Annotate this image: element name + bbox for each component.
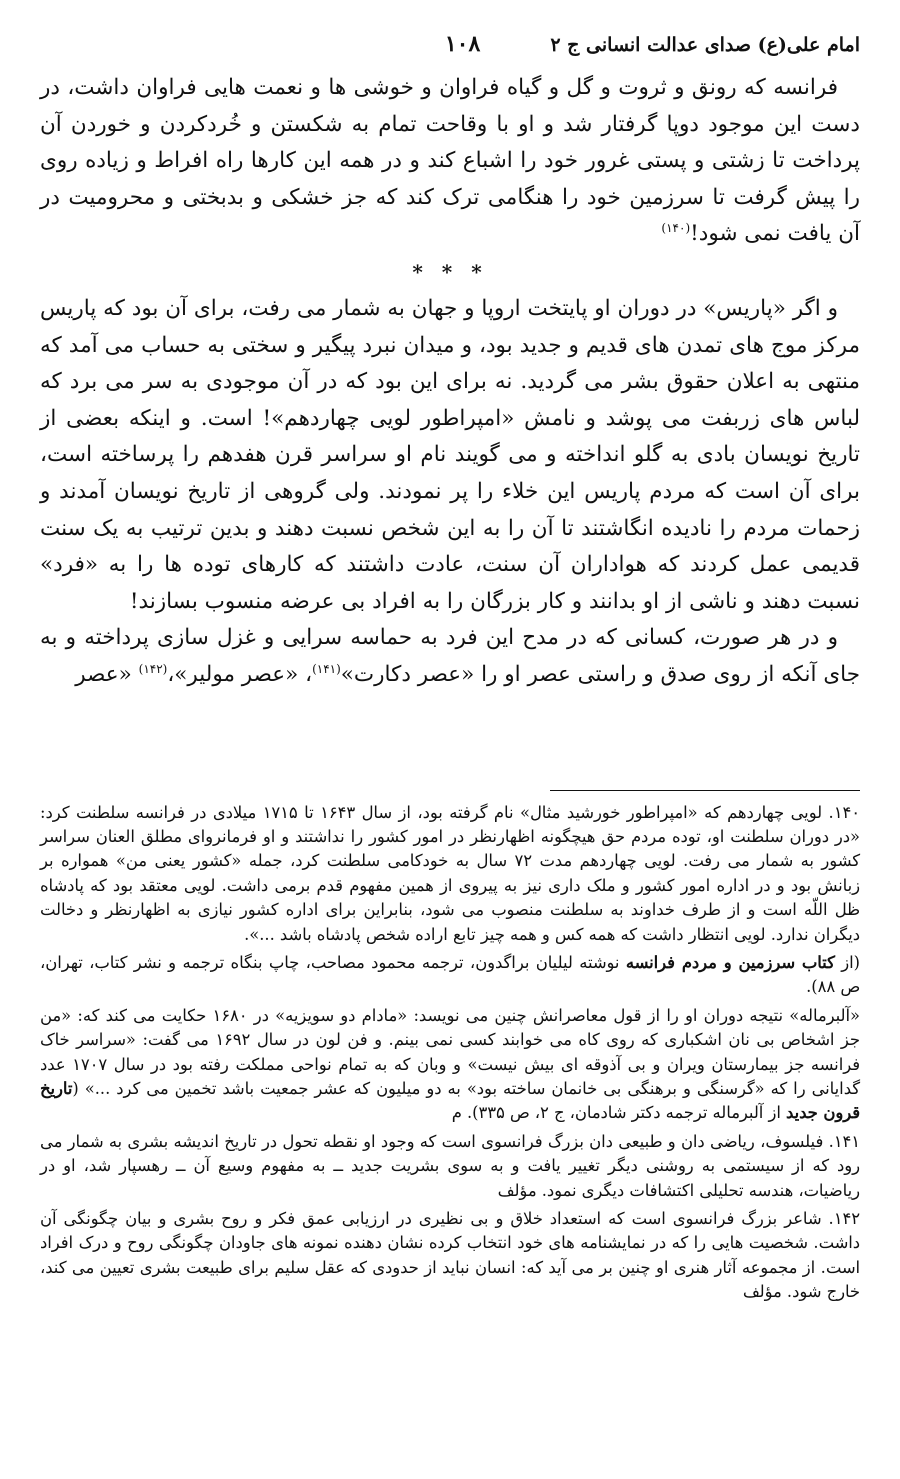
main-text bbox=[40, 70, 860, 694]
footnote-140-b-part1: (از bbox=[834, 952, 860, 972]
footnotes bbox=[40, 801, 860, 1305]
footnote-140-c-book-title: تاریخ قرون جدید bbox=[40, 1078, 860, 1123]
paragraph-3 bbox=[40, 620, 860, 693]
footnote-140-c-part2: از آلبرماله ترجمه دکتر شادمان، ج ۲، ص ۳۳۵). م bbox=[451, 1103, 787, 1123]
running-title: امام علی(ع) صدای عدالت انسانی ج ۲ bbox=[550, 34, 860, 56]
footnote-140-b-book-title: کتاب سرزمین و مردم فرانسه bbox=[625, 952, 835, 972]
footnote-divider bbox=[550, 790, 860, 791]
paragraph-3-text-a: و در هر صورت، کسانی که در مدح این فرد به حماسه سرایی و غزل سازی پرداخته و به جای آنکه از روی صدق و راستی عصر او را «عصر دکارت» bbox=[40, 625, 860, 687]
footnote-140-c bbox=[40, 1004, 860, 1126]
footnote-141: ۱۴۱. فیلسوف، ریاضی دان و طبیعی دان بزرگ فرانسوی است که وجود او نقطه تحول در تاریخ اندیشه بشری به شمار می رود که از سیستمی به روشنی دیگر تغییر یافت و به سوی بشریت جدید ــ به مفهوم وسیع آن ــ رهسپار شد، او در ریاضیات، هندسه تحلیلی اکتشافات دیگری نمود. مؤلف bbox=[40, 1131, 860, 1200]
footnote-140-c-part1: «آلبرماله» نتیجه دوران او را از قول معاصرانش چنین می نویسد: «مادام دو سویزیه» در ۱۶۸۰ حکایت می کند که: «من جز اشخاص بی نان اشکباری که روی کاه می خوابند کسی نمی بینم. و فن لون در سال ۱۶۹۲ می گفت: «سراسر خاک فرانسه جز بیمارستان ویران و بی آذوقه ای بیش نیست» و وبان که به تمام نواحی مملکت رفته بود در سال ۱۷۰۷ عدد گدایانی را که «گرسنگی و برهنگی بی خانمان ساخته بود» به دو میلیون که عشر جمعیت باشد تخمین می کرد ...» ( bbox=[40, 1005, 861, 1098]
footnote-140-b bbox=[40, 951, 860, 1000]
footnote-ref-141[interactable]: (۱۴۱) bbox=[312, 661, 341, 676]
page-header bbox=[40, 24, 860, 64]
section-separator: * * * bbox=[412, 259, 488, 284]
footnote-142: ۱۴۲. شاعر بزرگ فرانسوی است که استعداد خلاق و بی نظیری در ارزیابی عمق فکر و روح بشری و بیان چگونگی آن داشت. شخصیت هایی را که در نمایشنامه های خود انتخاب کرده نشان دهنده نمونه های جاودان چگونگی روح و درک افراد است. از مجموعه آثار هنری او چنین بر می آید که: انسان نباید از حدودی که عقل سلیم برای طبیعت بشری تعیین می کند، خارج شود. مؤلف bbox=[40, 1209, 860, 1302]
page-number: ۱۰۸ bbox=[444, 31, 481, 57]
document-page bbox=[40, 24, 860, 1464]
footnote-ref-142[interactable]: (۱۴۲) bbox=[138, 661, 168, 676]
paragraph-2: و اگر «پاریس» در دوران او پایتخت اروپا و جهان به شمار می رفت، برای آن بود که پاریس مرکز موج های تمدن های قدیم و جدید بود، و میدان نبرد پیگیر و سختی به حساب می آمد که منتهی به اعلان حقوق بشر می گردید. نه برای این بود که در آن موجودی به سر می برد که لباس های زربفت می پوشد و نامش «امپراطور لویی چهاردهم»! است. و اینکه بعضی از تاریخ نویسان بادی به گلو انداخته و می گویند نام او سراسر قرن هفدهم را پرساخته است، برای آن است که مردم پاریس این خلاء را پر نمودند. ولی گروهی از تاریخ نویسان آمدند و زحمات مردم را نادیده انگاشتند تا آن را به این شخص نسبت دهند و بدین ترتیب به یک سنت قدیمی عمل کردند که هواداران آن سنت، عادت داشتند که کارهای توده ها را به «فرد» نسبت دهند و ناشی از او بدانند و کار بزرگان را به افراد بی عرضه منسوب بسازند! bbox=[40, 295, 860, 614]
paragraph-1-text: فرانسه که رونق و ثروت و گل و گیاه فراوان و خوشی ها و نعمت هایی فراوان داشت، در دست این موجود دوپا گرفتار شد و او با وقاحت تمام به شکستن و خُردکردن و خوردن آن پرداخت تا زشتی و پستی غرور خود را اشباع کند و در همه این کارها راه افراط و زیاده روی را پیش گرفت تا سرزمین خود را هنگامی ترک کند که جز خشکی و بدبختی و محرومیت در آن یافت نمی شود! bbox=[40, 75, 860, 247]
paragraph-3-text-b: ، «عصر مولیر»، bbox=[167, 661, 313, 687]
footnote-140-b-part2: نوشته لیلیان براگدون، ترجمه محمود مصاحب، چاپ بنگاه ترجمه و نشر کتاب، تهران، ص ۸۸). bbox=[40, 952, 860, 997]
paragraph-1 bbox=[40, 70, 860, 253]
footnote-ref-140[interactable]: (۱۴۰) bbox=[661, 221, 691, 236]
paragraph-3-text-c: «عصر bbox=[75, 661, 139, 687]
footnote-140-a: ۱۴۰. لویی چهاردهم که «امپراطور خورشید مثال» نام گرفته بود، از سال ۱۶۴۳ تا ۱۷۱۵ میلادی در فرانسه سلطنت کرد: «در دوران سلطنت او، توده مردم حق هیچگونه اظهارنظر در امور کشور را نداشتند و او فرمانروای مطلق العنان سراسر کشور به شمار می رفت. لویی چهاردهم مدت ۷۲ سال به خودکامی سلطنت کرد، جمله «کشور یعنی من» همواره بر زبانش بود و در اداره امور کشور و ملک داری نیز به پیروی از همین مفهوم قدم برمی داشت. لویی معتقد بود که پادشاه ظل اللّه است و از طرف خداوند به سلطنت منصوب می شود، بنابراین برای اداره کشور نیازی به اظهارنظر و دخالت دیگران ندارد. لویی انتظار داشت که همه کس و همه چیز تابع اراده شخص پادشاه باشد ...». bbox=[40, 802, 860, 944]
